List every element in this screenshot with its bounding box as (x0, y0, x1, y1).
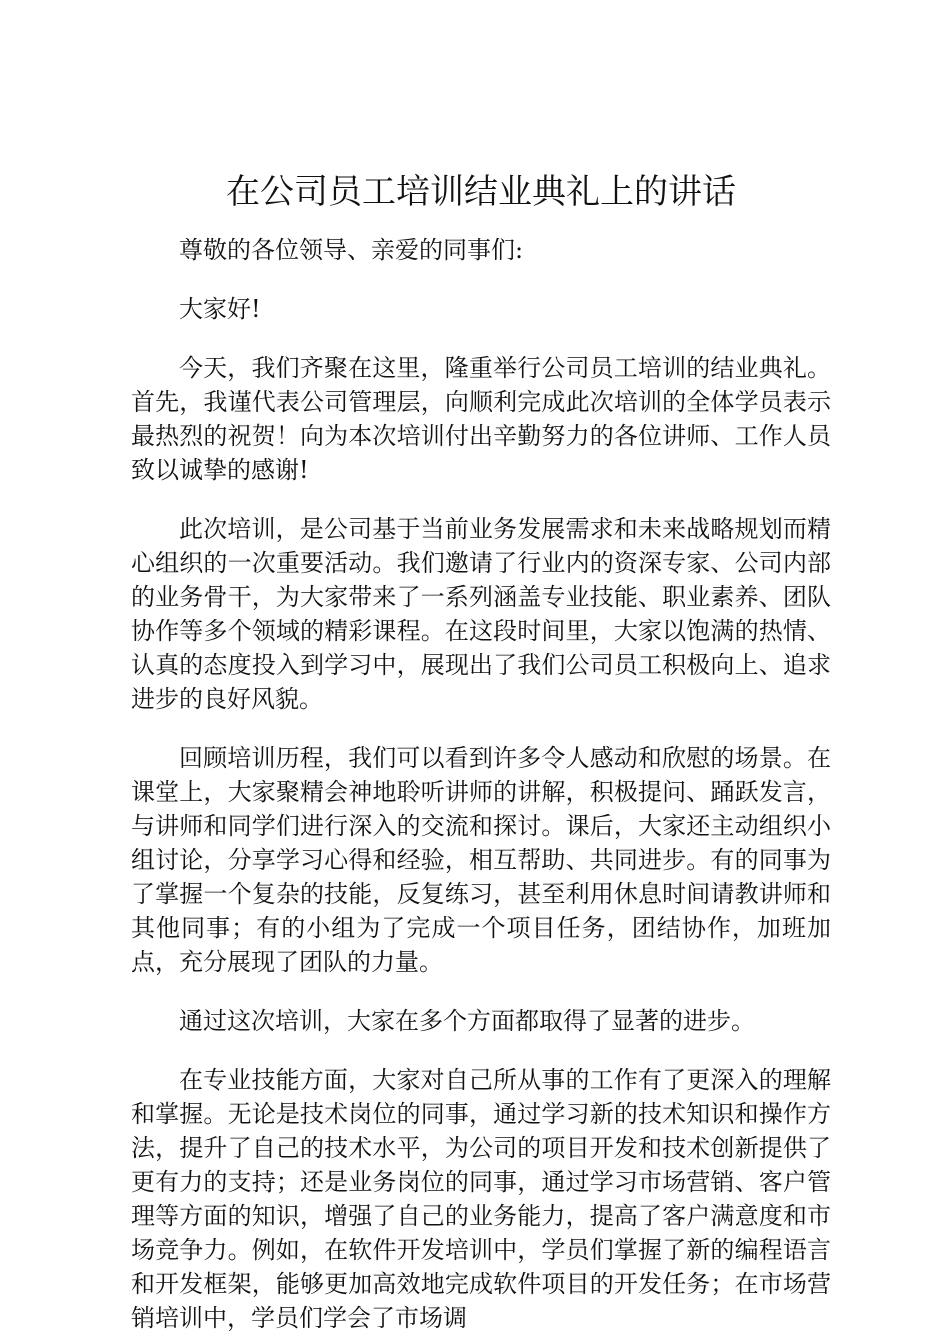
paragraph-training-review: 回顾培训历程，我们可以看到许多令人感动和欣慰的场景。在课堂上，大家聚精会神地聆听讲师的讲解，积极提问、踊跃发言，与讲师和同学们进行深入的交流和探讨。课后，大家还主动组织小组讨论，分享学习心得和经验，相互帮助、共同进步。有的同事为了掌握一个复杂的技能，反复练习，甚至利用休息时间请教讲师和其他同事；有的小组为了完成一个项目任务，团结协作，加班加点，充分展现了团队的力量。 (131, 744, 831, 976)
document-title: 在公司员工培训结业典礼上的讲话 (226, 172, 736, 212)
paragraph-progress-intro: 通过这次培训，大家在多个方面都取得了显著的进步。 (179, 1007, 755, 1035)
greeting: 大家好! (179, 295, 261, 323)
salutation: 尊敬的各位领导、亲爱的同事们: (179, 236, 524, 264)
document-page (131, 168, 831, 1335)
paragraph-professional-skills: 在专业技能方面，大家对自己所从事的工作有了更深入的理解和掌握。无论是技术岗位的同事，通过学习新的技术知识和操作方法，提升了自己的技术水平，为公司的项目开发和技术创新提供了更有力的支持；还是业务岗位的同事，通过学习市场营销、客户管理等方面的知识，增强了自己的业务能力，提高了客户满意度和市场竞争力。例如，在软件开发培训中，学员们掌握了新的编程语言和开发框架，能够更加高效地完成软件项目的开发任务；在市场营销培训中，学员们学会了市场调 (131, 1066, 831, 1332)
paragraph-training-purpose: 此次培训，是公司基于当前业务发展需求和未来战略规划而精心组织的一次重要活动。我们邀请了行业内的资深专家、公司内部的业务骨干，为大家带来了一系列涵盖专业技能、职业素养、团队协作等多个领域的精彩课程。在这段时间里，大家以饱满的热情、认真的态度投入到学习中，展现出了我们公司员工积极向上、追求进步的良好风貌。 (131, 515, 831, 713)
paragraph-opening: 今天，我们齐聚在这里，隆重举行公司员工培训的结业典礼。首先，我谨代表公司管理层，向顺利完成此次培训的全体学员表示最热烈的祝贺！向为本次培训付出辛勤努力的各位讲师、工作人员致以诚挚的感谢! (131, 354, 831, 484)
